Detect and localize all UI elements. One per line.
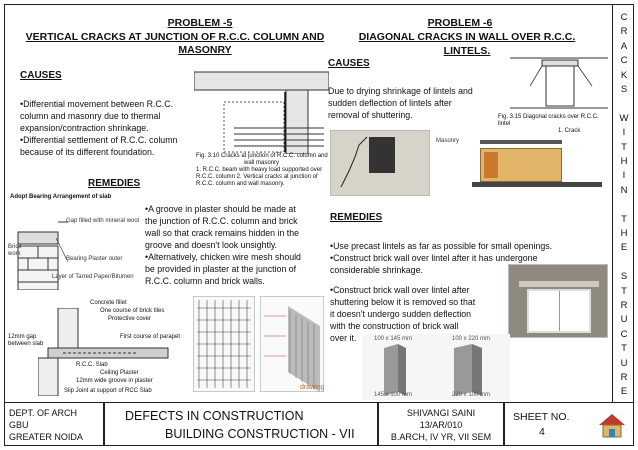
problem5-subtitle-1: VERTICAL CRACKS AT JUNCTION OF R.C.C. COLUMN AND bbox=[25, 31, 325, 43]
sidebar-letter: U bbox=[620, 314, 628, 326]
parapet-joint-figure: Concrete fillet One course of brick tiles Protective cover First course of parapet 12mm gap between slab R.C.C. Slab Ceiling Plaster 12mm wide groove in plaster Slip Joint at support of RCC Slab bbox=[8, 300, 181, 394]
cause-line: column and masonry due to thermal bbox=[20, 111, 161, 121]
problem6-remedies-heading: REMEDIES bbox=[330, 212, 383, 223]
sidebar-letter: S bbox=[620, 271, 628, 283]
lintel-figure-caption: Fig. 3.15 Diagonal cracks over R.C.C. lintel 1. Crack bbox=[498, 114, 599, 134]
sidebar-letter: C bbox=[620, 328, 628, 340]
cause-line: expansion/contraction shrinkage. bbox=[20, 123, 149, 133]
sidebar-letter: R bbox=[620, 300, 628, 311]
remedy-line: considerable shrinkage. bbox=[330, 265, 423, 275]
sidebar-letter: W bbox=[619, 112, 629, 124]
window-frame bbox=[527, 289, 591, 333]
remedy-line: over it. bbox=[330, 333, 357, 343]
footer-sheet: SHEET NO. 4 bbox=[504, 402, 634, 446]
problem5-remedies bbox=[145, 203, 325, 287]
mesh-section-drawing bbox=[260, 296, 324, 392]
lintel-crack-sketch bbox=[508, 52, 610, 112]
problem5-causes-heading: CAUSES bbox=[20, 70, 62, 81]
sidebar-letter: T bbox=[621, 343, 627, 355]
problem6-subtitle: DIAGONAL CRACKS IN WALL OVER R.C.C. LINTELS. bbox=[358, 31, 576, 57]
cause-line: •Differential settlement of R.C.C. column bbox=[20, 135, 178, 145]
remedy-line: •A groove in plaster should be made at bbox=[145, 204, 296, 214]
problem5-remedies-heading: REMEDIES bbox=[88, 178, 141, 189]
remedy-line: shuttering below it is removed so that bbox=[330, 297, 476, 307]
sidebar-letter: H bbox=[620, 156, 628, 167]
remedy-line: wall so that crack remains hidden in the bbox=[145, 228, 300, 238]
remedy-line: •Construct brick wall over lintel after bbox=[330, 285, 470, 295]
remedy-line: the junction of R.C.C. column and brick bbox=[145, 216, 298, 226]
sidebar-letter: I bbox=[622, 127, 626, 139]
foundation bbox=[472, 182, 602, 187]
sidebar-letter: T bbox=[621, 141, 627, 153]
remedy-line: it doesn't undergo sudden deflection bbox=[330, 309, 472, 319]
remedy-line: be provided in plaster at the junction of bbox=[145, 264, 297, 274]
problem6-causes-heading: CAUSES bbox=[328, 58, 370, 69]
footer-dept: DEPT. OF ARCH GBU GREATER NOIDA bbox=[4, 402, 104, 446]
slab-bearing-figure: Adopt Bearing Arrangement of slab Gap filled with mineral wool Bearing Plaster outer Layer of Tarred Paper/Bitumen Brick work bbox=[8, 194, 143, 290]
sidebar-title bbox=[612, 4, 634, 402]
sidebar-letter: I bbox=[622, 170, 626, 182]
remedy-line: with the construction of brick wall bbox=[330, 321, 459, 331]
house-logo-icon bbox=[597, 411, 627, 441]
cause-line: removal of shuttering. bbox=[328, 110, 413, 120]
cause-line: sudden deflection of lintels after bbox=[328, 98, 452, 108]
problem6-causes bbox=[328, 85, 498, 121]
sidebar-letter: K bbox=[620, 69, 628, 81]
sidebar-letter: U bbox=[620, 357, 628, 369]
column-figure-caption: Fig. 3.10 Cracks at junction of R.C.C. column and wall masonry 1. R.C.C. beam with heavy load supported over R.C.C. column 2. Vertical cracks at junction of R.C.C. column and wall masonry. bbox=[196, 153, 328, 187]
sidebar-letter: T bbox=[621, 213, 627, 225]
problem6-title: PROBLEM -6 bbox=[427, 17, 493, 29]
crack-lines bbox=[331, 131, 431, 197]
sidebar-letter: T bbox=[621, 285, 627, 297]
sidebar-letter: N bbox=[620, 184, 628, 196]
remedy-line: •Construct brick wall over lintel after it has undergone bbox=[330, 253, 538, 263]
remedy-line: R.C.C. column and brick walls. bbox=[145, 276, 265, 286]
remedy-line: •Use precast lintels as far as possible for small openings. bbox=[330, 241, 553, 251]
sidebar-letter: C bbox=[620, 12, 628, 23]
footer-student: SHIVANGI SAINI 13/AR/010 B.ARCH, IV YR, VII SEM bbox=[378, 402, 504, 446]
precast-lintel-drawing: 100 x 145 mm 100 x 220 mm 145 x 100 mm 220 x 100 mm bbox=[362, 334, 510, 400]
remedy-line: •Alternatively, chicken wire mesh should bbox=[145, 252, 301, 262]
sidebar-letter: E bbox=[620, 242, 628, 254]
mesh-drawing-label: drawing bbox=[300, 384, 325, 391]
window-lintel-photo bbox=[508, 264, 608, 338]
sidebar-letter: R bbox=[620, 372, 628, 383]
sidebar-letter: E bbox=[620, 386, 628, 398]
column-crack-figure bbox=[194, 62, 329, 154]
footer-title: DEFECTS IN CONSTRUCTION BUILDING CONSTRUCTION - VII bbox=[104, 402, 378, 446]
sidebar-letter: C bbox=[620, 55, 628, 67]
problem5-title: PROBLEM -5 bbox=[167, 17, 233, 29]
sidebar-letter: S bbox=[620, 84, 628, 95]
problem5-causes bbox=[20, 98, 210, 158]
wall-crack-photo bbox=[330, 130, 430, 196]
remedy-line: groove and doesn't look unsightly. bbox=[145, 240, 278, 250]
sidebar-letter: R bbox=[620, 26, 628, 38]
sidebar-letter: H bbox=[620, 228, 628, 239]
sidebar-letter: A bbox=[620, 40, 628, 52]
brick-lintel-diagram: Masonry bbox=[436, 130, 608, 194]
lintel-blocks bbox=[362, 334, 510, 400]
problem5-subtitle-2: MASONRY bbox=[178, 44, 232, 56]
wire-mesh-drawing bbox=[193, 296, 255, 392]
cause-line: because of its different foundation. bbox=[20, 147, 155, 157]
cause-line: Due to drying shrinkage of lintels and bbox=[328, 86, 473, 96]
cause-line: •Differential movement between R.C.C. bbox=[20, 99, 174, 109]
